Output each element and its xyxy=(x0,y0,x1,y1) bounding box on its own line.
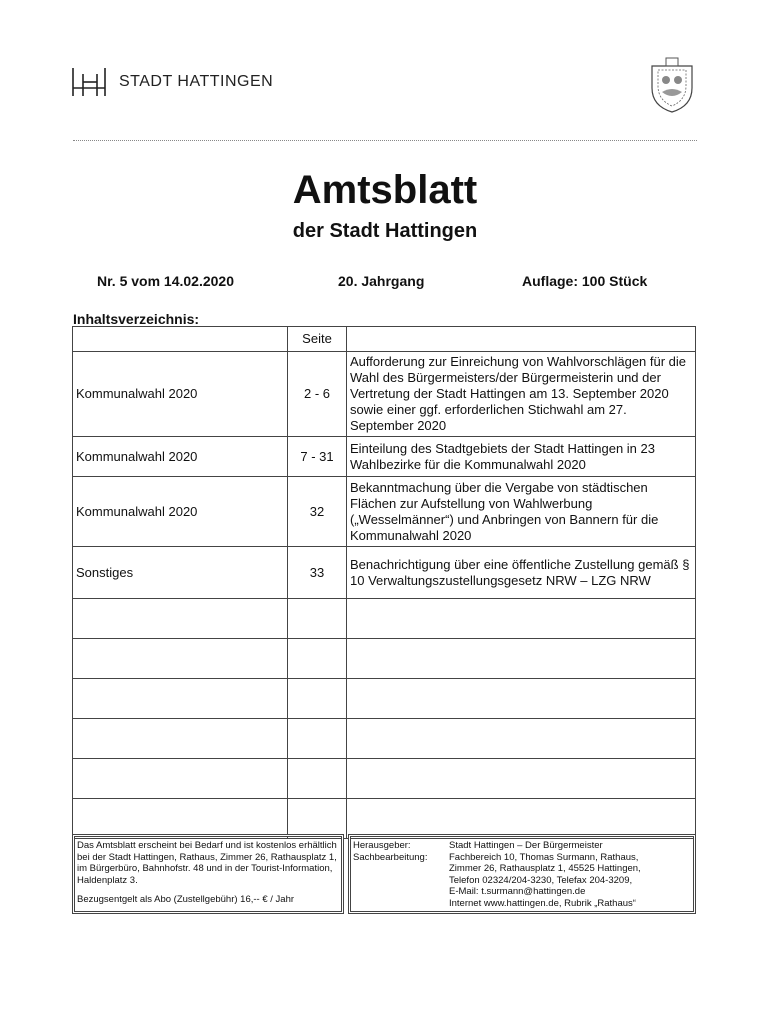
toc-category: Kommunalwahl 2020 xyxy=(73,477,288,547)
toc-header-row xyxy=(73,327,696,352)
footer xyxy=(72,834,696,914)
header-logo xyxy=(71,66,273,98)
toc-pages: 7 - 31 xyxy=(288,437,347,477)
editor-email: E-Mail: t.surmann@hattingen.de xyxy=(449,886,586,897)
empty-row xyxy=(73,719,696,759)
empty-row xyxy=(73,799,696,839)
toc-label: Inhaltsverzeichnis: xyxy=(73,311,200,327)
coat-of-arms-icon xyxy=(648,56,696,114)
editor-line: Telefon 02324/204-3230, Telefax 204-3209, xyxy=(449,874,633,886)
toc-description: Benachrichtigung über eine öffentliche Zustellung gemäß § 10 Verwaltungszustellungsgesetz NRW – LZG NRW xyxy=(347,547,696,599)
empty-row xyxy=(73,599,696,639)
hattingen-logo-icon xyxy=(71,66,107,98)
volume: 20. Jahrgang xyxy=(338,273,425,289)
footer-distribution xyxy=(72,834,344,914)
empty-row xyxy=(73,639,696,679)
page-column-header: Seite xyxy=(288,327,347,352)
toc-pages: 2 - 6 xyxy=(288,352,347,437)
toc-category: Kommunalwahl 2020 xyxy=(73,352,288,437)
header-divider xyxy=(73,140,697,141)
publisher-label: Herausgeber: xyxy=(353,840,411,851)
table-row xyxy=(73,477,696,547)
footer-distribution-text: Das Amtsblatt erscheint bei Bedarf und ist kostenlos erhältlich bei der Stadt Hattingen, Rathaus, Zimmer 26, Rathausplatz 1, im Bürgerbüro, Bahnhofstr. 48 und in der Tourist-Information, Haldenplatz 3. xyxy=(77,840,337,886)
toc-description: Einteilung des Stadtgebiets der Stadt Hattingen in 23 Wahlbezirke für die Kommunalwahl 2020 xyxy=(347,437,696,477)
publisher-value: Stadt Hattingen – Der Bürgermeister xyxy=(449,840,603,851)
page-title: Amtsblatt xyxy=(292,168,478,212)
toc-pages: 32 xyxy=(288,477,347,547)
editor-website: Internet www.hattingen.de, Rubrik „Rathaus“ xyxy=(449,897,636,909)
empty-row xyxy=(73,679,696,719)
footer-publisher xyxy=(348,834,696,914)
footer-price: Bezugsentgelt als Abo (Zustellgebühr) 16,-- € / Jahr xyxy=(77,894,295,905)
toc-description: Bekanntmachung über die Vergabe von städtischen Flächen zur Aufstellung von Wahlwerbung („Wesselmänner“) und Anbringen von Bannern für die Kommunalwahl 2020 xyxy=(347,477,696,547)
table-row xyxy=(73,352,696,437)
toc-category: Sonstiges xyxy=(73,547,288,599)
table-row xyxy=(73,547,696,599)
toc-category: Kommunalwahl 2020 xyxy=(73,437,288,477)
editor-label: Sachbearbeitung: xyxy=(353,851,428,863)
circulation: Auflage: 100 Stück xyxy=(522,273,648,289)
toc-table xyxy=(72,326,696,839)
toc-pages: 33 xyxy=(288,547,347,599)
editor-line: Zimmer 26, Rathausplatz 1, 45525 Hattingen, xyxy=(449,863,641,874)
page-subtitle: der Stadt Hattingen xyxy=(292,220,478,242)
org-name: STADT HATTINGEN xyxy=(119,73,274,90)
empty-row xyxy=(73,759,696,799)
editor-line: Fachbereich 10, Thomas Surmann, Rathaus, xyxy=(449,851,639,863)
table-row xyxy=(73,437,696,477)
toc-description: Aufforderung zur Einreichung von Wahlvorschlägen für die Wahl des Bürgermeisters/der Bürgermeisterin und der Vertretung der Stadt Hattingen am 13. September 2020 sowie einer ggf. erforderlichen Stichwahl am 27. September 2020 xyxy=(347,352,696,437)
issue-number: Nr. 5 vom 14.02.2020 xyxy=(97,273,234,289)
